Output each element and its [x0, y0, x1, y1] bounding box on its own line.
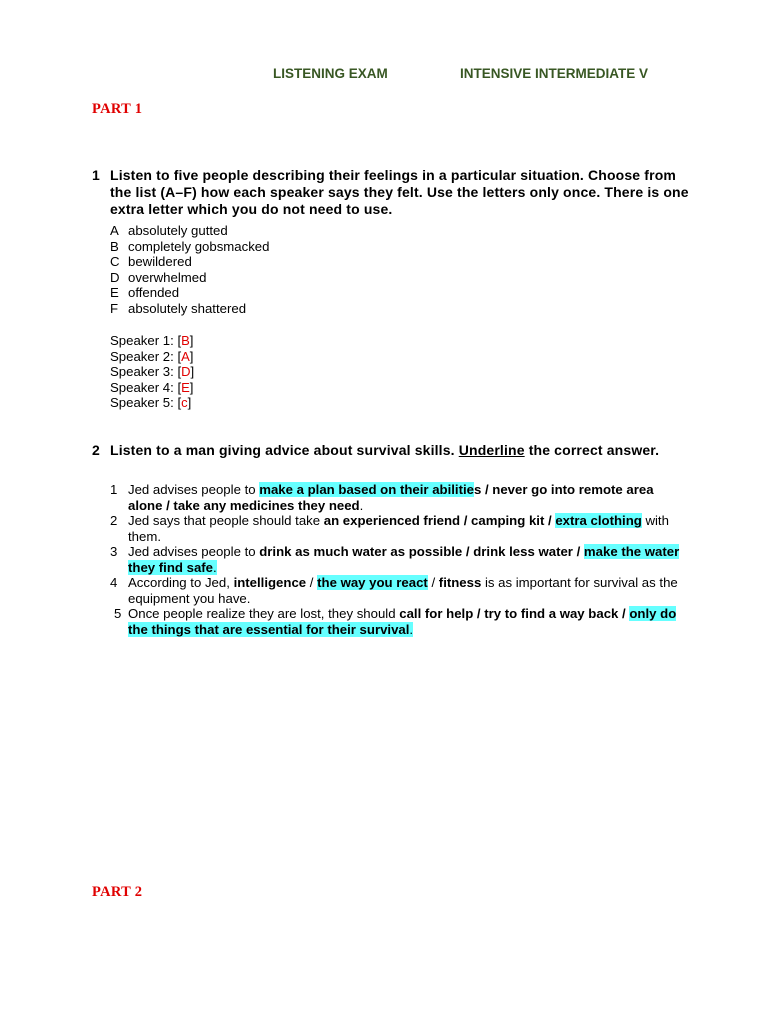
- question-2-items: [110, 482, 690, 637]
- item-number: 2: [110, 513, 118, 528]
- exam-title: LISTENING EXAM: [273, 66, 388, 81]
- question-1-instructions: Listen to five people describing their feelings in a particular situation. Choose from the list (A–F) how each speaker says they felt. Use the letters only once. There is one extra letter which you do not need to use.: [110, 167, 689, 217]
- speaker-answer-field[interactable]: B: [181, 333, 190, 348]
- answer-choice[interactable]: fitness: [438, 575, 482, 590]
- speaker-row: [110, 395, 194, 411]
- option-text: overwhelmed: [128, 269, 207, 285]
- highlighted-answer[interactable]: only do the things that are essential for their survival: [128, 606, 677, 637]
- speaker-label: Speaker 5: [: [110, 395, 182, 411]
- highlighted-answer[interactable]: extra clothing: [555, 513, 642, 528]
- option-row: [110, 223, 269, 239]
- option-text: absolutely gutted: [128, 223, 228, 238]
- item-text: Once people realize they are lost, they should: [128, 606, 400, 621]
- speaker-row: [110, 380, 194, 396]
- underline-keyword: Underline: [458, 442, 525, 458]
- highlighted-answer[interactable]: make the water they find safe: [128, 544, 680, 575]
- option-letter: B: [110, 238, 119, 254]
- question-2-instructions: [110, 442, 690, 459]
- answer-choice[interactable]: intelligence: [233, 575, 307, 590]
- item-text: is as important for survival as the equipment you have.: [128, 575, 678, 606]
- item-number: 3: [110, 544, 118, 559]
- option-text: bewildered: [128, 254, 192, 269]
- question-2-number: 2: [92, 442, 100, 458]
- speaker-answer-field[interactable]: A: [181, 348, 190, 364]
- answer-item: [110, 482, 690, 513]
- item-text: According to Jed,: [128, 575, 234, 590]
- bracket-close: ]: [189, 379, 194, 395]
- item-text: Jed advises people to: [128, 544, 260, 559]
- option-row: [110, 270, 269, 286]
- option-letter: D: [110, 269, 120, 285]
- instruction-text: Listen to a man giving advice about survival skills.: [110, 442, 459, 458]
- item-text: .: [359, 497, 364, 513]
- item-text: /: [427, 575, 439, 590]
- speaker-label: Speaker 1: [: [110, 333, 182, 348]
- item-number: 4: [110, 575, 118, 590]
- highlighted-answer[interactable]: make a plan based on their abilitie: [259, 482, 474, 497]
- speaker-label: Speaker 2: [: [110, 348, 182, 364]
- answer-item: [110, 575, 690, 606]
- bracket-close: ]: [189, 333, 194, 348]
- part-1-heading: PART 1: [92, 101, 143, 117]
- highlighted-answer: .: [409, 621, 414, 637]
- course-level: INTENSIVE INTERMEDIATE V: [460, 66, 649, 81]
- option-letter: A: [110, 223, 119, 238]
- answer-choice[interactable]: an experienced friend / camping kit /: [323, 513, 556, 528]
- option-row: [110, 301, 269, 317]
- option-text: completely gobsmacked: [128, 238, 270, 254]
- bracket-close: ]: [190, 364, 195, 380]
- option-row: [110, 254, 269, 270]
- speaker-label: Speaker 3: [: [110, 364, 182, 380]
- item-text: /: [306, 575, 318, 590]
- speaker-answer-field[interactable]: c: [181, 395, 188, 411]
- speaker-row: [110, 364, 194, 380]
- item-number: 5: [114, 606, 122, 621]
- answer-item: [110, 606, 690, 637]
- item-text: Jed advises people to: [128, 482, 260, 497]
- option-row: [110, 239, 269, 255]
- answer-item: [110, 544, 690, 575]
- item-text: Jed says that people should take: [128, 513, 324, 528]
- speaker-answer-field[interactable]: D: [181, 364, 191, 380]
- option-text: absolutely shattered: [128, 300, 247, 316]
- part-2-heading: PART 2: [92, 884, 143, 900]
- speaker-answer-field[interactable]: E: [181, 379, 190, 395]
- speaker-row: [110, 349, 194, 365]
- option-letter: C: [110, 254, 120, 269]
- answer-choice[interactable]: drink as much water as possible / drink less water /: [259, 544, 584, 559]
- speaker-label: Speaker 4: [: [110, 379, 182, 395]
- question-1-number: 1: [92, 167, 100, 183]
- speaker-answers: [110, 333, 194, 411]
- item-number: 1: [110, 482, 118, 497]
- highlighted-answer: .: [213, 559, 217, 575]
- answer-choice[interactable]: s / never go into remote area alone / take any medicines they need: [128, 482, 654, 513]
- bracket-close: ]: [187, 395, 192, 411]
- instruction-text: the correct answer.: [524, 442, 660, 458]
- bracket-close: ]: [189, 348, 194, 364]
- option-letter: E: [110, 285, 119, 300]
- option-text: offended: [128, 285, 180, 300]
- speaker-row: [110, 333, 194, 349]
- option-letter: F: [110, 300, 119, 316]
- answer-item: [110, 513, 690, 544]
- item-text: with them.: [128, 513, 669, 544]
- answer-options-list: [110, 223, 269, 316]
- answer-choice[interactable]: call for help / try to find a way back /: [399, 606, 630, 621]
- option-row: [110, 285, 269, 301]
- highlighted-answer[interactable]: the way you react: [317, 575, 428, 590]
